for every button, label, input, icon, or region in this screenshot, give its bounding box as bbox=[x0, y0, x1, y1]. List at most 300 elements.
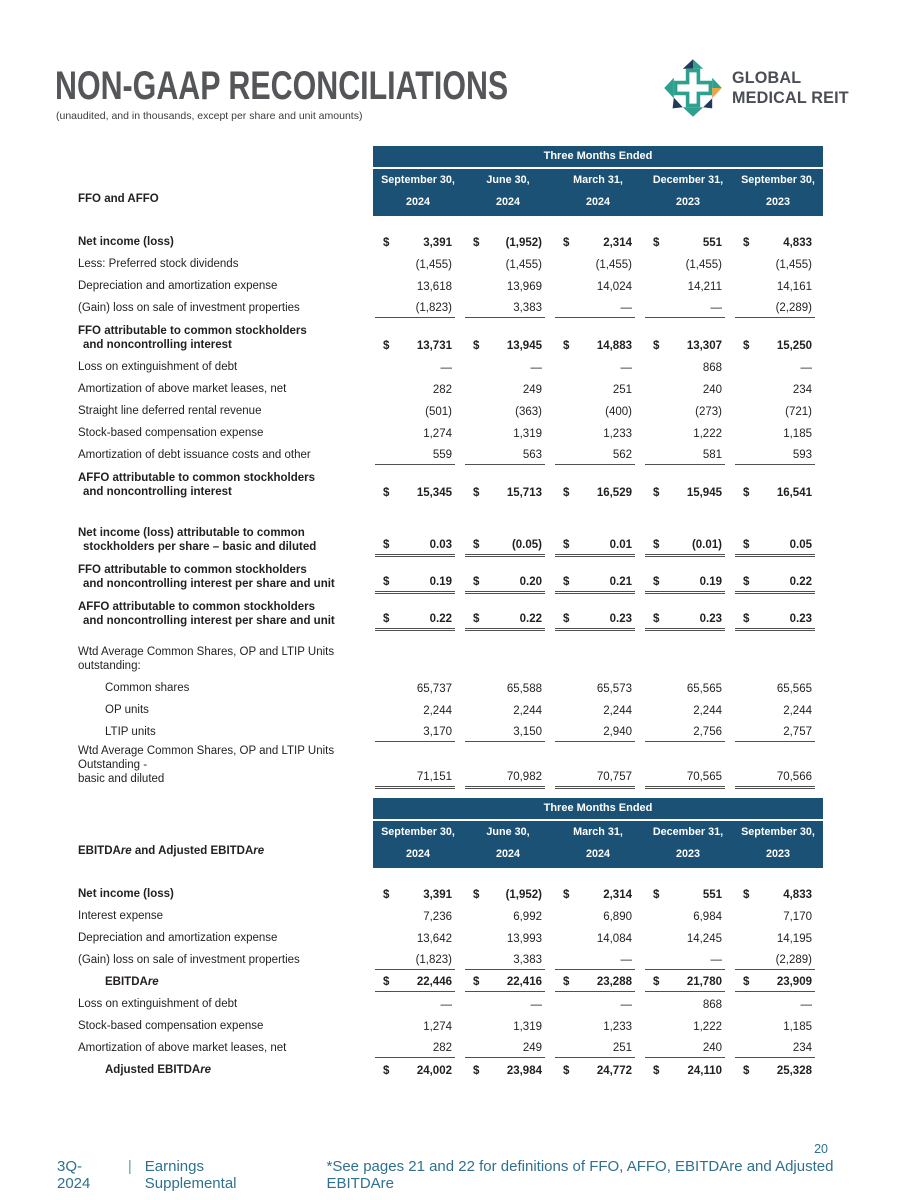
cell-value: — bbox=[530, 999, 542, 1011]
dollar-sign: $ bbox=[653, 487, 660, 499]
cell-value: — bbox=[620, 954, 632, 966]
cell-value: (400) bbox=[605, 406, 632, 418]
value-cell bbox=[553, 999, 643, 1014]
value-cell bbox=[373, 933, 463, 948]
dollar-sign: $ bbox=[473, 576, 480, 588]
row-label: Less: Preferred stock dividends bbox=[78, 258, 239, 270]
value-cell bbox=[553, 362, 643, 377]
cell-value: — bbox=[710, 302, 722, 314]
dollar-sign: $ bbox=[743, 613, 750, 625]
value-cell bbox=[643, 487, 733, 502]
value-cell bbox=[733, 911, 823, 926]
value-cell bbox=[553, 683, 643, 698]
column-header: September 30, 2024 bbox=[381, 826, 455, 860]
value-cell bbox=[553, 911, 643, 926]
value-cell bbox=[553, 384, 643, 399]
cell-value: 13,945 bbox=[506, 340, 542, 352]
cell-value: 2,244 bbox=[513, 705, 542, 717]
value-cell bbox=[643, 1021, 733, 1036]
brand-logo bbox=[663, 58, 855, 118]
row-label: AFFO attributable to common stockholders and noncontrolling interest per share and unit bbox=[78, 601, 335, 627]
cell-value: 2,314 bbox=[603, 237, 632, 249]
dollar-sign: $ bbox=[473, 487, 480, 499]
cell-value: 0.03 bbox=[429, 539, 452, 551]
value-cell bbox=[553, 954, 643, 970]
table-header bbox=[78, 146, 823, 216]
value-cell bbox=[463, 705, 553, 720]
cell-value: 0.23 bbox=[699, 613, 722, 625]
value-cell bbox=[373, 954, 463, 970]
cell-value: 1,222 bbox=[693, 428, 722, 440]
cell-value: 2,940 bbox=[603, 726, 632, 738]
value-cell bbox=[733, 384, 823, 399]
table-row bbox=[78, 600, 823, 631]
value-cell bbox=[733, 428, 823, 443]
dollar-sign: $ bbox=[563, 613, 570, 625]
cell-value: 15,945 bbox=[686, 487, 722, 499]
cell-value: 3,150 bbox=[513, 726, 542, 738]
table-row bbox=[78, 948, 823, 970]
value-cell bbox=[463, 449, 553, 465]
cell-value: 1,185 bbox=[783, 428, 812, 440]
cell-value: 1,274 bbox=[423, 428, 452, 440]
row-label: Amortization of debt issuance costs and other bbox=[78, 449, 311, 461]
value-cell bbox=[463, 487, 553, 502]
cell-value: 1,233 bbox=[603, 1021, 632, 1033]
value-cell bbox=[643, 340, 733, 355]
cell-value: 14,195 bbox=[776, 933, 812, 945]
dollar-sign: $ bbox=[653, 976, 660, 988]
value-cell bbox=[733, 362, 823, 377]
dollar-sign: $ bbox=[563, 889, 570, 901]
table-row bbox=[78, 274, 823, 296]
value-cell bbox=[463, 1021, 553, 1036]
dollar-sign: $ bbox=[743, 237, 750, 249]
row-label: FFO attributable to common stockholders and noncontrolling interest bbox=[78, 325, 307, 351]
dollar-sign: $ bbox=[383, 576, 390, 588]
value-cell bbox=[373, 889, 463, 904]
dollar-sign: $ bbox=[383, 889, 390, 901]
table-row bbox=[78, 992, 823, 1014]
table-row bbox=[78, 904, 823, 926]
dollar-sign: $ bbox=[653, 613, 660, 625]
table-row bbox=[78, 526, 823, 557]
row-label: (Gain) loss on sale of investment properties bbox=[78, 954, 300, 966]
cell-value: 14,883 bbox=[596, 340, 632, 352]
cell-value: 0.23 bbox=[609, 613, 632, 625]
table-row bbox=[78, 421, 823, 443]
value-cell bbox=[373, 1065, 463, 1080]
cell-value: 6,890 bbox=[603, 911, 632, 923]
cell-value: 14,024 bbox=[596, 281, 632, 293]
value-cell bbox=[373, 406, 463, 421]
cell-value: 7,170 bbox=[783, 911, 812, 923]
cell-value: 1,185 bbox=[783, 1021, 812, 1033]
dollar-sign: $ bbox=[473, 889, 480, 901]
value-cell bbox=[643, 1065, 733, 1080]
value-cell bbox=[553, 576, 643, 594]
value-cell bbox=[643, 281, 733, 296]
value-cell bbox=[463, 726, 553, 742]
cell-value: 249 bbox=[522, 1042, 542, 1054]
value-cell bbox=[553, 237, 643, 252]
cell-value: 16,541 bbox=[776, 487, 812, 499]
cell-value: 581 bbox=[702, 449, 722, 461]
dollar-sign: $ bbox=[563, 340, 570, 352]
cell-value: 234 bbox=[792, 1042, 812, 1054]
cell-value: 3,391 bbox=[423, 889, 452, 901]
cell-value: (0.05) bbox=[511, 539, 542, 551]
column-header: September 30, 2023 bbox=[741, 826, 815, 860]
cell-value: 13,307 bbox=[686, 340, 722, 352]
cell-value: 2,314 bbox=[603, 889, 632, 901]
table-row bbox=[78, 252, 823, 274]
dollar-sign: $ bbox=[743, 1065, 750, 1077]
cell-value: 14,084 bbox=[596, 933, 632, 945]
cell-value: 1,222 bbox=[693, 1021, 722, 1033]
value-cell bbox=[373, 362, 463, 377]
row-label: Net income (loss) bbox=[78, 888, 174, 900]
value-cell bbox=[643, 259, 733, 274]
cell-value: 2,244 bbox=[423, 705, 452, 717]
value-cell bbox=[373, 726, 463, 742]
value-cell bbox=[463, 889, 553, 904]
value-cell bbox=[733, 576, 823, 594]
cell-value: 13,618 bbox=[416, 281, 452, 293]
cell-value: (721) bbox=[785, 406, 812, 418]
table-row bbox=[78, 744, 823, 789]
cell-value: — bbox=[440, 999, 452, 1011]
cell-value: 65,573 bbox=[596, 683, 632, 695]
cell-value: 551 bbox=[702, 889, 722, 901]
value-cell bbox=[463, 539, 553, 557]
row-label: Net income (loss) bbox=[78, 236, 174, 248]
brand-name-line2: MEDICAL REIT bbox=[732, 88, 849, 107]
cell-value: (501) bbox=[425, 406, 452, 418]
row-label: Interest expense bbox=[78, 910, 164, 922]
value-cell bbox=[733, 705, 823, 720]
value-cell bbox=[373, 281, 463, 296]
cell-value: 24,002 bbox=[416, 1065, 452, 1077]
table-row bbox=[78, 443, 823, 465]
cell-value: 13,993 bbox=[506, 933, 542, 945]
value-cell bbox=[733, 933, 823, 948]
cell-value: 4,833 bbox=[783, 889, 812, 901]
cell-value: — bbox=[710, 954, 722, 966]
cell-value: 13,642 bbox=[416, 933, 452, 945]
cell-value: 14,245 bbox=[686, 933, 722, 945]
column-header: June 30, 2024 bbox=[486, 826, 530, 860]
value-cell bbox=[553, 302, 643, 318]
value-cell bbox=[733, 1042, 823, 1058]
value-cell bbox=[733, 406, 823, 421]
footer-doc-title: Earnings Supplemental bbox=[144, 1158, 237, 1192]
cell-value: (2,289) bbox=[775, 302, 812, 314]
value-cell bbox=[463, 237, 553, 252]
column-headers bbox=[373, 821, 823, 868]
cell-value: 251 bbox=[612, 1042, 632, 1054]
dollar-sign: $ bbox=[743, 487, 750, 499]
value-cell bbox=[373, 999, 463, 1014]
cell-value: 65,565 bbox=[776, 683, 812, 695]
cell-value: 1,319 bbox=[513, 1021, 542, 1033]
dollar-sign: $ bbox=[383, 613, 390, 625]
table-row bbox=[78, 882, 823, 904]
cell-value: 25,328 bbox=[776, 1065, 812, 1077]
value-cell bbox=[643, 705, 733, 720]
row-label: Net income (loss) attributable to common stockholders per share – basic and diluted bbox=[78, 527, 317, 553]
value-cell bbox=[373, 539, 463, 557]
cell-value: (1,455) bbox=[505, 259, 542, 271]
table-row bbox=[78, 230, 823, 252]
cell-value: 282 bbox=[432, 384, 452, 396]
value-cell bbox=[643, 384, 733, 399]
cell-value: 70,566 bbox=[776, 771, 812, 783]
value-cell bbox=[733, 340, 823, 355]
value-cell bbox=[733, 771, 823, 789]
value-cell bbox=[553, 428, 643, 443]
value-cell bbox=[373, 613, 463, 631]
table-row bbox=[78, 720, 823, 742]
dollar-sign: $ bbox=[563, 237, 570, 249]
header-band bbox=[373, 146, 823, 216]
table-row bbox=[78, 1058, 823, 1080]
footer-quarter: 3Q-2024 bbox=[57, 1158, 91, 1192]
cell-value: 71,151 bbox=[416, 771, 452, 783]
row-label: AFFO attributable to common stockholders and noncontrolling interest bbox=[78, 472, 316, 498]
dollar-sign: $ bbox=[383, 340, 390, 352]
dollar-sign: $ bbox=[563, 487, 570, 499]
column-header: December 31, 2023 bbox=[652, 826, 724, 860]
table-row bbox=[78, 324, 823, 355]
cell-value: (1,455) bbox=[775, 259, 812, 271]
value-cell bbox=[553, 933, 643, 948]
cell-value: 16,529 bbox=[596, 487, 632, 499]
cell-value: — bbox=[620, 302, 632, 314]
cell-value: 2,757 bbox=[783, 726, 812, 738]
table-body bbox=[78, 868, 823, 1080]
row-label: Depreciation and amortization expense bbox=[78, 280, 278, 292]
cell-value: 24,772 bbox=[596, 1065, 632, 1077]
value-cell bbox=[463, 911, 553, 926]
dollar-sign: $ bbox=[653, 237, 660, 249]
value-cell bbox=[733, 302, 823, 318]
dollar-sign: $ bbox=[473, 539, 480, 551]
section-label: EBITDAre and Adjusted EBITDAre bbox=[78, 845, 265, 857]
cell-value: 0.20 bbox=[519, 576, 542, 588]
value-cell bbox=[553, 406, 643, 421]
value-cell bbox=[643, 406, 733, 421]
cell-value: 0.22 bbox=[789, 576, 812, 588]
cell-value: 6,992 bbox=[513, 911, 542, 923]
dollar-sign: $ bbox=[653, 539, 660, 551]
dollar-sign: $ bbox=[653, 340, 660, 352]
value-cell bbox=[463, 771, 553, 789]
value-cell bbox=[463, 428, 553, 443]
value-cell bbox=[373, 683, 463, 698]
value-cell bbox=[553, 449, 643, 465]
cell-value: 551 bbox=[702, 237, 722, 249]
ebitdare-table bbox=[78, 798, 823, 1080]
cell-value: 15,713 bbox=[506, 487, 542, 499]
value-cell bbox=[643, 1042, 733, 1058]
cell-value: 23,984 bbox=[506, 1065, 542, 1077]
cell-value: — bbox=[530, 362, 542, 374]
page-number: 20 bbox=[814, 1142, 828, 1156]
footer-divider: | bbox=[127, 1158, 132, 1175]
cell-value: (1,455) bbox=[685, 259, 722, 271]
cell-value: 4,833 bbox=[783, 237, 812, 249]
value-cell bbox=[553, 1021, 643, 1036]
value-cell bbox=[733, 1021, 823, 1036]
value-cell bbox=[643, 889, 733, 904]
value-cell bbox=[463, 933, 553, 948]
cell-value: 0.01 bbox=[609, 539, 632, 551]
cell-value: 15,345 bbox=[416, 487, 452, 499]
cell-value: 2,244 bbox=[693, 705, 722, 717]
brand-name bbox=[732, 68, 849, 107]
value-cell bbox=[463, 1065, 553, 1080]
value-cell bbox=[553, 539, 643, 557]
value-cell bbox=[373, 673, 463, 676]
cell-value: 0.21 bbox=[609, 576, 632, 588]
cell-value: 868 bbox=[702, 362, 722, 374]
table-row bbox=[78, 377, 823, 399]
dollar-sign: $ bbox=[563, 1065, 570, 1077]
cell-value: 3,383 bbox=[513, 954, 542, 966]
value-cell bbox=[733, 259, 823, 274]
value-cell bbox=[643, 976, 733, 992]
value-cell bbox=[643, 673, 733, 676]
cell-value: 0.19 bbox=[429, 576, 452, 588]
value-cell bbox=[463, 976, 553, 992]
value-cell bbox=[373, 487, 463, 502]
cell-value: 0.22 bbox=[429, 613, 452, 625]
column-header: September 30, 2023 bbox=[741, 174, 815, 208]
brand-name-line1: GLOBAL bbox=[732, 68, 802, 88]
dollar-sign: $ bbox=[473, 340, 480, 352]
value-cell bbox=[643, 999, 733, 1014]
cell-value: 559 bbox=[432, 449, 452, 461]
row-label: Loss on extinguishment of debt bbox=[78, 361, 238, 373]
cell-value: 2,756 bbox=[693, 726, 722, 738]
column-header: June 30, 2024 bbox=[486, 174, 530, 208]
value-cell bbox=[643, 237, 733, 252]
value-cell bbox=[733, 1065, 823, 1080]
value-cell bbox=[643, 362, 733, 377]
cell-value: (1,823) bbox=[415, 302, 452, 314]
value-cell bbox=[553, 1065, 643, 1080]
cell-value: (2,289) bbox=[775, 954, 812, 966]
dollar-sign: $ bbox=[743, 976, 750, 988]
dollar-sign: $ bbox=[743, 889, 750, 901]
row-label: Amortization of above market leases, net bbox=[78, 1042, 287, 1054]
value-cell bbox=[373, 340, 463, 355]
cell-value: 65,737 bbox=[416, 683, 452, 695]
cell-value: (1,823) bbox=[415, 954, 452, 966]
cell-value: 0.22 bbox=[519, 613, 542, 625]
value-cell bbox=[373, 449, 463, 465]
table-row bbox=[78, 355, 823, 377]
cell-value: 3,391 bbox=[423, 237, 452, 249]
cell-value: 70,982 bbox=[506, 771, 542, 783]
cell-value: 1,233 bbox=[603, 428, 632, 440]
value-cell bbox=[373, 259, 463, 274]
row-label: (Gain) loss on sale of investment properties bbox=[78, 302, 300, 314]
value-cell bbox=[463, 576, 553, 594]
dollar-sign: $ bbox=[383, 1065, 390, 1077]
value-cell bbox=[733, 683, 823, 698]
dollar-sign: $ bbox=[743, 576, 750, 588]
value-cell bbox=[643, 726, 733, 742]
value-cell bbox=[733, 954, 823, 970]
cell-value: (273) bbox=[695, 406, 722, 418]
row-label: Loss on extinguishment of debt bbox=[78, 998, 238, 1010]
cell-value: 14,161 bbox=[776, 281, 812, 293]
dollar-sign: $ bbox=[563, 539, 570, 551]
value-cell bbox=[643, 911, 733, 926]
table-header bbox=[78, 798, 823, 868]
value-cell bbox=[733, 889, 823, 904]
value-cell bbox=[373, 976, 463, 992]
value-cell bbox=[463, 302, 553, 318]
table-row bbox=[78, 1036, 823, 1058]
cell-value: 22,446 bbox=[416, 976, 452, 988]
cell-value: 23,909 bbox=[776, 976, 812, 988]
cell-value: 65,565 bbox=[686, 683, 722, 695]
row-label: Adjusted EBITDAre bbox=[105, 1064, 212, 1076]
dollar-sign: $ bbox=[653, 889, 660, 901]
row-label: Straight line deferred rental revenue bbox=[78, 405, 262, 417]
value-cell bbox=[373, 705, 463, 720]
value-cell bbox=[733, 281, 823, 296]
value-cell bbox=[553, 613, 643, 631]
value-cell bbox=[373, 576, 463, 594]
value-cell bbox=[373, 237, 463, 252]
table-row bbox=[78, 698, 823, 720]
cell-value: 563 bbox=[522, 449, 542, 461]
cell-value: (1,952) bbox=[505, 237, 542, 249]
cell-value: 6,984 bbox=[693, 911, 722, 923]
value-cell bbox=[553, 487, 643, 502]
cell-value: — bbox=[800, 999, 812, 1011]
cell-value: 23,288 bbox=[596, 976, 632, 988]
value-cell bbox=[463, 406, 553, 421]
cell-value: 240 bbox=[702, 1042, 722, 1054]
dollar-sign: $ bbox=[383, 487, 390, 499]
value-cell bbox=[643, 613, 733, 631]
dollar-sign: $ bbox=[383, 237, 390, 249]
value-cell bbox=[643, 683, 733, 698]
cell-value: — bbox=[800, 362, 812, 374]
dollar-sign: $ bbox=[743, 340, 750, 352]
cell-value: — bbox=[440, 362, 452, 374]
dollar-sign: $ bbox=[473, 613, 480, 625]
value-cell bbox=[373, 428, 463, 443]
column-headers bbox=[373, 169, 823, 216]
value-cell bbox=[463, 954, 553, 970]
row-label: Wtd Average Common Shares, OP and LTIP Units Outstanding - basic and diluted bbox=[78, 745, 335, 785]
value-cell bbox=[373, 384, 463, 399]
dollar-sign: $ bbox=[473, 237, 480, 249]
cell-value: — bbox=[620, 999, 632, 1011]
footer bbox=[57, 1158, 900, 1192]
row-label: EBITDAre bbox=[105, 976, 159, 988]
value-cell bbox=[643, 954, 733, 970]
value-cell bbox=[553, 976, 643, 992]
value-cell bbox=[643, 449, 733, 465]
dollar-sign: $ bbox=[653, 1065, 660, 1077]
